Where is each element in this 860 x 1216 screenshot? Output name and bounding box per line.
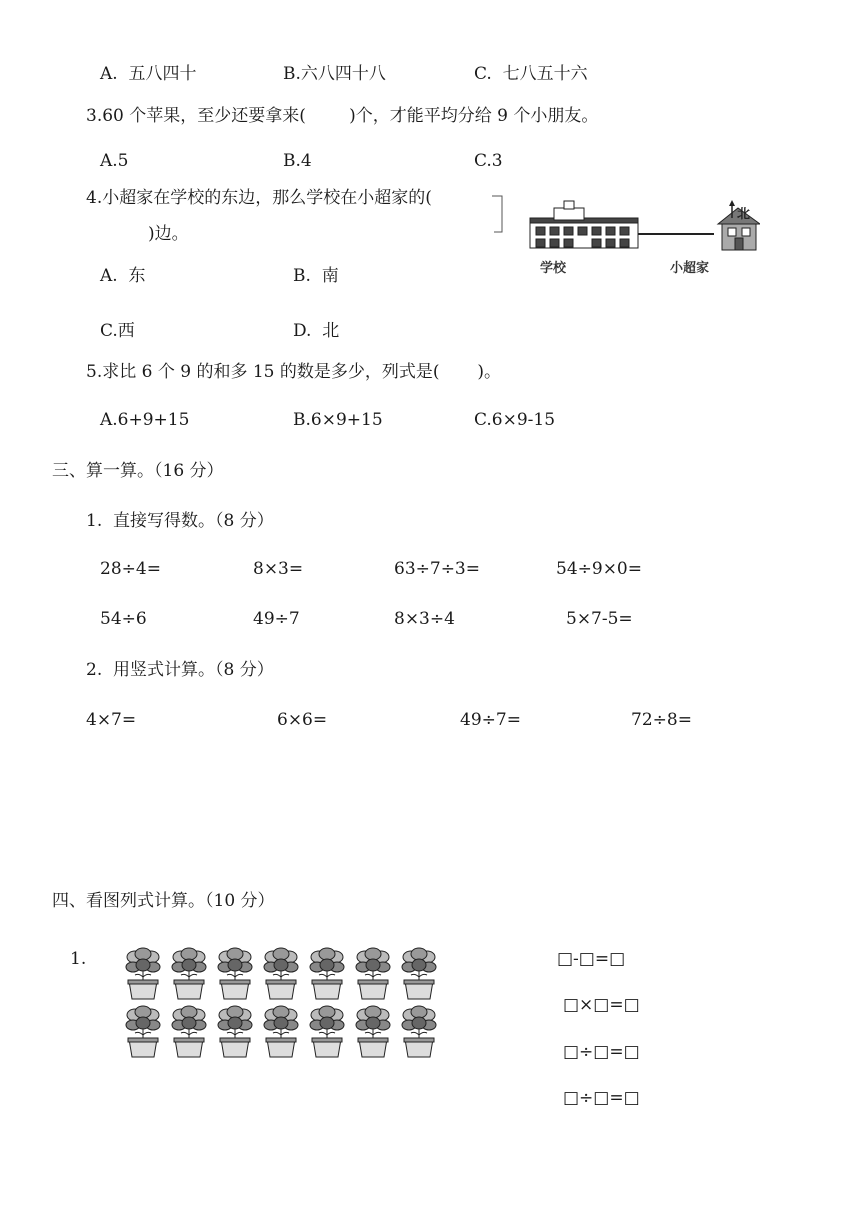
q5-option-c: C.6×9-15 [474,410,556,430]
label-home: 小超家 [670,261,710,276]
q2-option-a: A. 五八四十 [100,64,197,84]
q4-option-a: A. 东 [100,266,146,286]
q5-option-b: B.6×9+15 [293,410,383,430]
flowerpot-icon [309,947,345,1001]
vertical-calc-item: 4×7= [86,710,137,730]
vertical-calc-item: 72÷8= [631,710,692,730]
vertical-calc-item: 6×6= [277,710,328,730]
flowerpot-icon [171,947,207,1001]
answer-equation: □×□=□ [563,995,640,1015]
calc-item: 5×7-5= [566,609,633,629]
flowerpot-icon [217,1005,253,1059]
q3-option-b: B.4 [283,151,312,171]
flowerpot-icon [263,1005,299,1059]
q5-option-a: A.6+9+15 [100,410,190,430]
calc-item: 63÷7÷3= [394,559,480,579]
flowerpot-icon [401,1005,437,1059]
q4-option-b: B. 南 [293,266,339,286]
section3-part1-title: 1. 直接写得数。（8 分） [86,511,274,531]
q4-option-d: D. 北 [293,321,340,341]
answer-equation: □÷□=□ [563,1088,640,1108]
q2-option-b: B.六八四十八 [283,64,386,84]
label-north: 北 [737,207,751,222]
flowerpot-icon [355,947,391,1001]
calc-item: 8×3= [253,559,304,579]
calc-item: 54÷6 [100,609,147,629]
flowerpot-icon [309,1005,345,1059]
q5-stem: 5.求比 6 个 9 的和多 15 的数是多少，列式是( )。 [86,362,501,382]
q3-stem: 3.60 个苹果，至少还要拿来( )个，才能平均分给 9 个小朋友。 [86,106,599,126]
flowerpot-icon [171,1005,207,1059]
school-building-icon [530,201,638,248]
flowerpot-icon [401,947,437,1001]
q3-option-a: A.5 [100,151,129,171]
flowerpot-icon [125,1005,161,1059]
flowerpot-icon [125,947,161,1001]
answer-equation: □÷□=□ [563,1042,640,1062]
flowerpot-icon [355,1005,391,1059]
calc-item: 54÷9×0= [556,559,642,579]
section4-title: 四、看图列式计算。（10 分） [52,891,275,911]
q3-option-c: C.3 [474,151,503,171]
calc-item: 49÷7 [253,609,300,629]
q4-option-c: C.西 [100,321,135,341]
q4-direction-figure [490,190,760,286]
q4-stem-line1: 4.小超家在学校的东边，那么学校在小超家的( [86,188,432,208]
flowerpot-icon [217,947,253,1001]
q4-stem-line2: )边。 [148,224,189,244]
section4-q1-number: 1. [70,949,87,969]
flowerpot-icon [263,947,299,1001]
q2-option-c: C. 七八五十六 [474,64,588,84]
section3-part2-title: 2. 用竖式计算。（8 分） [86,660,274,680]
label-school: 学校 [540,261,567,276]
section3-title: 三、算一算。（16 分） [52,461,224,481]
calc-item: 28÷4= [100,559,161,579]
vertical-calc-item: 49÷7= [460,710,521,730]
answer-equation: □-□=□ [557,949,626,969]
calc-item: 8×3÷4 [394,609,455,629]
